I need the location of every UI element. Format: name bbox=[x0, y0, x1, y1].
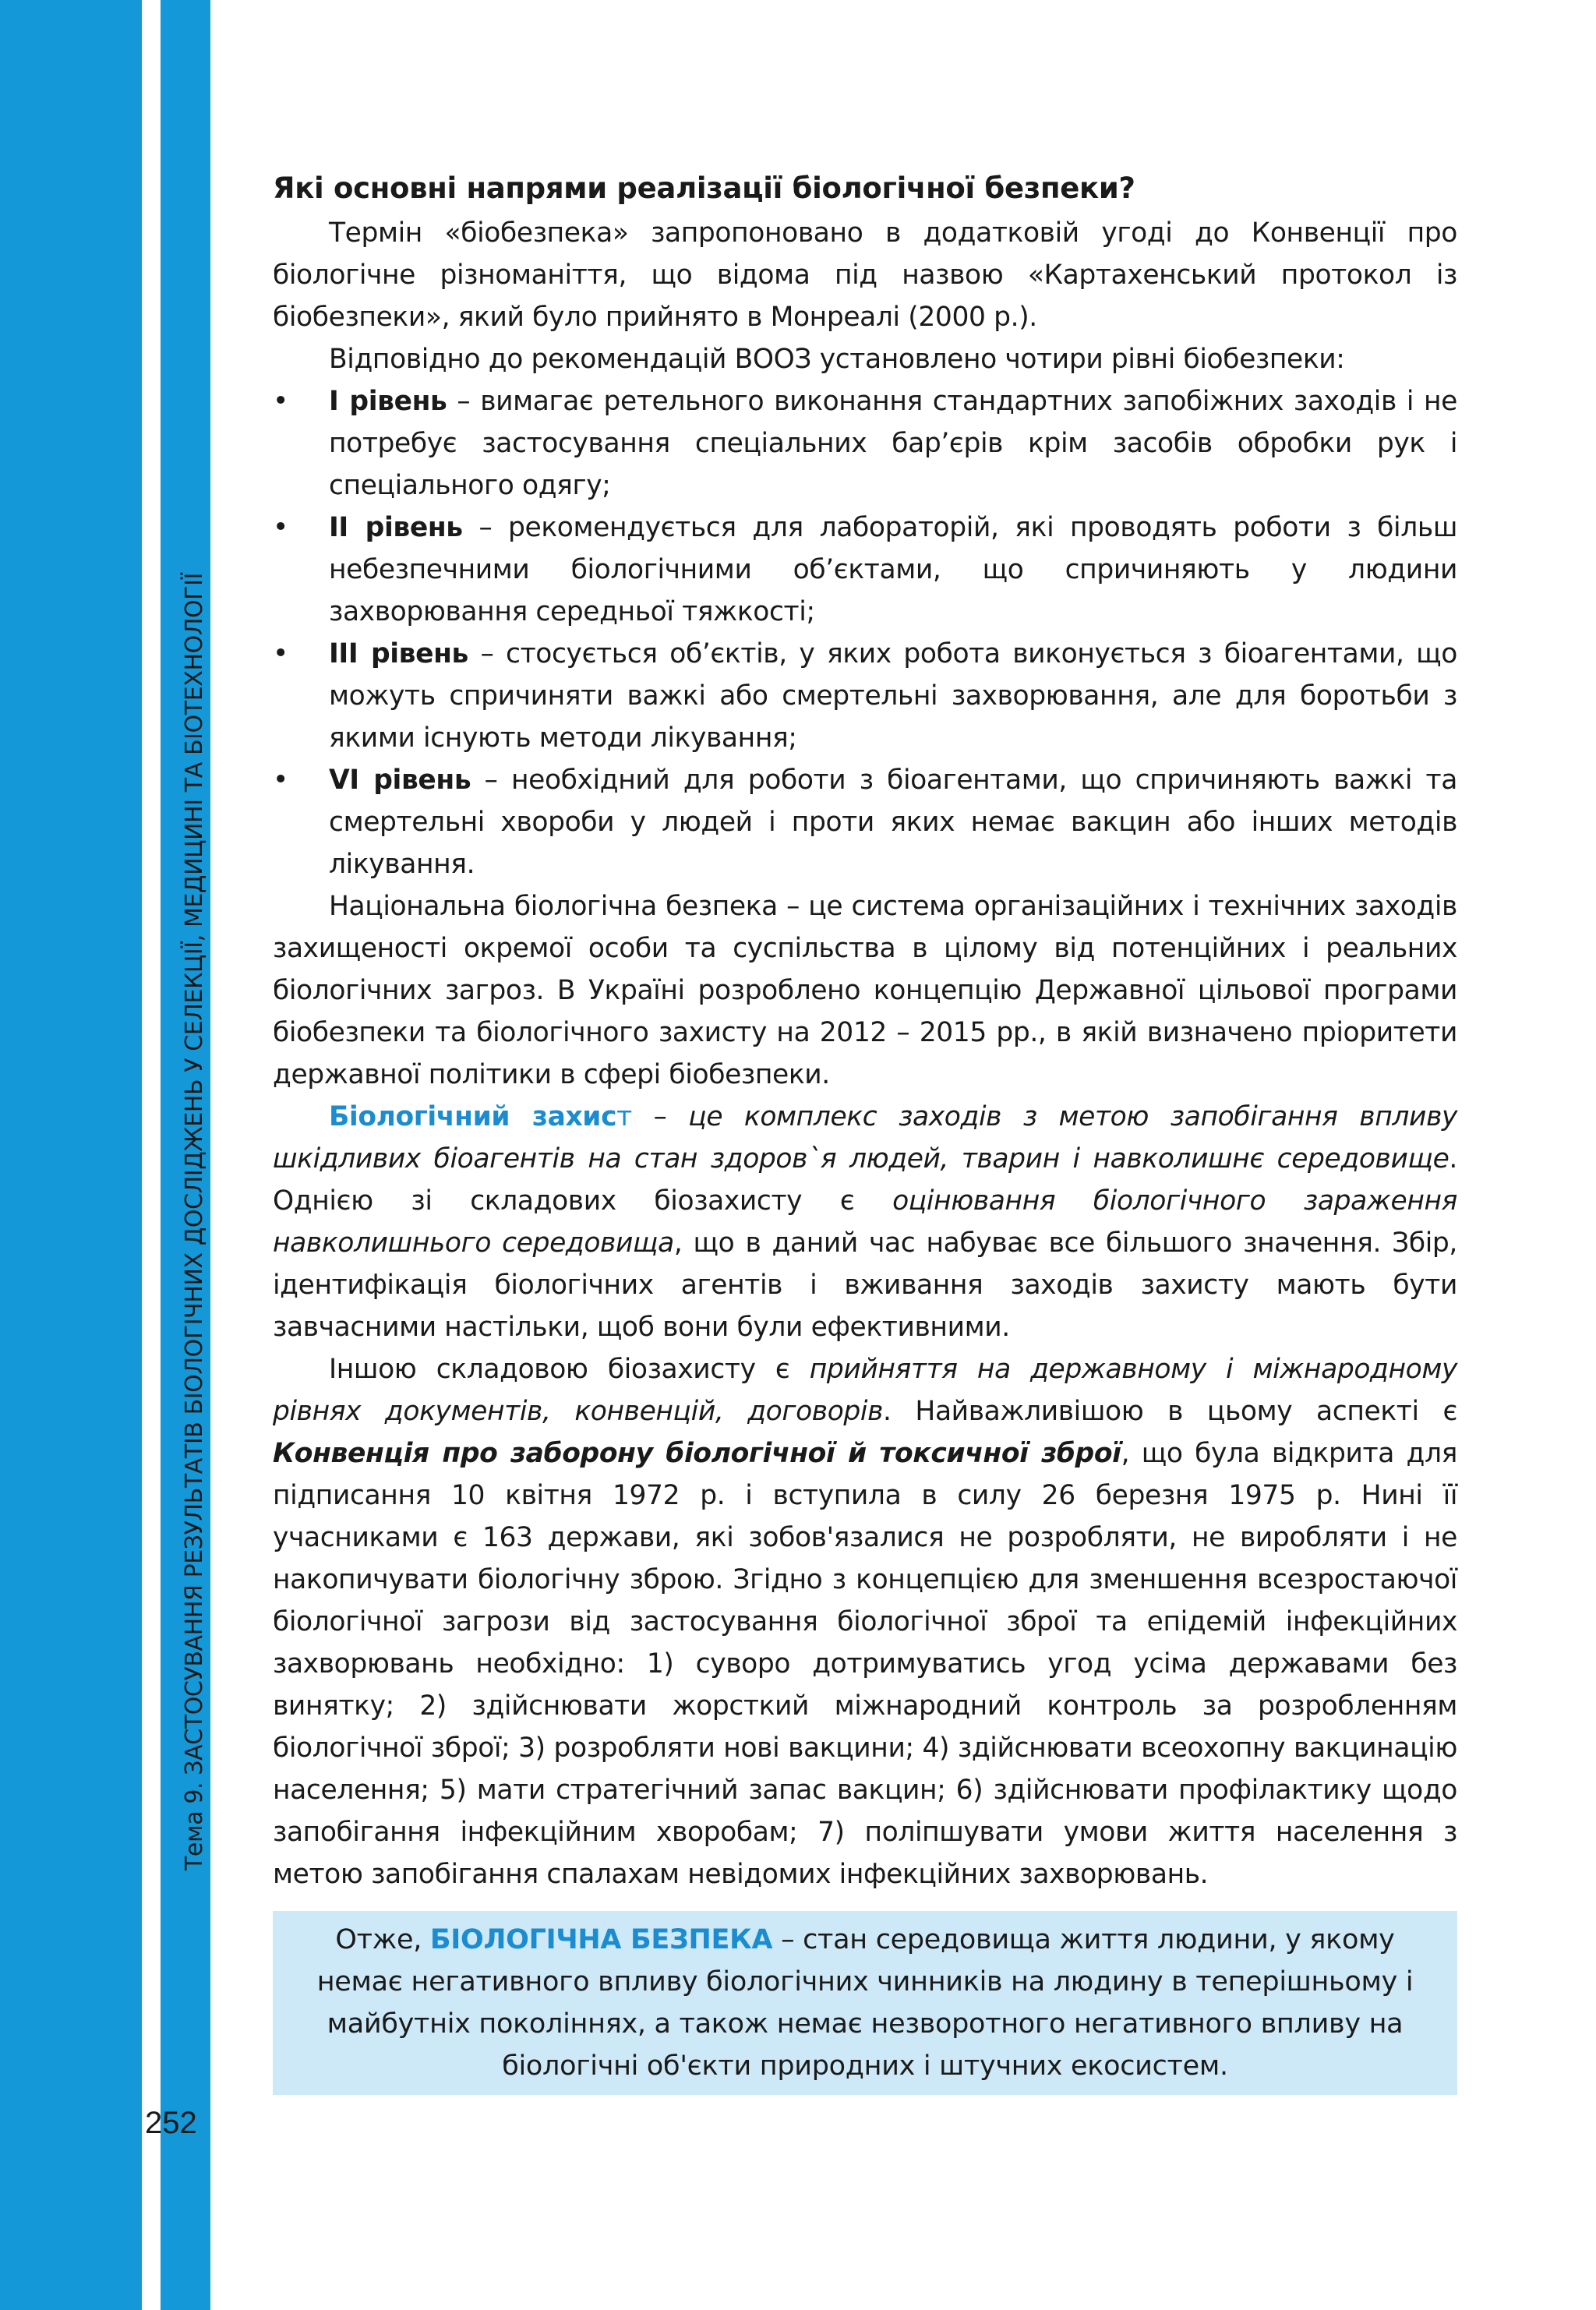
list-item bbox=[273, 507, 1457, 633]
text-fragment: Іншою складовою біозахисту є bbox=[329, 1354, 810, 1385]
paragraph-convention bbox=[273, 1348, 1457, 1895]
level-label: VІ рівень bbox=[329, 765, 471, 796]
text-fragment: . Однією зі складових біозахисту є bbox=[273, 1143, 1457, 1217]
level-text: – вимагає ретельного виконання стандартних запобіжних заходів і не потребує застосування спеціальних бар’єрів крім засобів обробки рук і спеціального одягу; bbox=[329, 386, 1457, 501]
text-fragment: , що в даний час набуває все більшого значення. Збір, ідентифікація біологічних агентів і вживання заходів захисту мають бути завчасними настільки, щоб вони були ефективними. bbox=[273, 1227, 1457, 1343]
biosafety-levels-list bbox=[273, 380, 1457, 885]
side-white-stripe bbox=[142, 0, 161, 2310]
summary-text: – стан середовища життя людини, у якому немає негативного впливу біологічних чинників на людину в теперішньому і майбутніх поколіннях, а також немає незворотного негативного впливу на біологічні об'єкти природних і штучних екосистем. bbox=[316, 1924, 1414, 2082]
italic-fragment: оцінювання біологічного зараження навколишнього середовища bbox=[273, 1185, 1457, 1259]
list-item bbox=[273, 759, 1457, 885]
level-label: ІІ рівень bbox=[329, 512, 463, 543]
bullet-icon: • bbox=[273, 638, 288, 669]
main-content bbox=[273, 165, 1457, 1895]
level-label: ІІІ рівень bbox=[329, 638, 468, 669]
level-text: – необхідний для роботи з біоагентами, що спричиняють важкі та смертельні хвороби у людей і проти яких немає вакцин або інших методів лікування. bbox=[329, 765, 1457, 880]
convention-name: Конвенція про заборону біологічної й токсичної зброї bbox=[273, 1438, 1121, 1469]
text-fragment: , що була відкрита для підписання 10 квітня 1972 р. і вступила в силу 26 березня 1975 р. Нині її учасниками є 163 держави, які зобов'язалися не розробляти, не виробляти і не накопичувати біологічну зброю. Згідно з концепцією для зменшення всезростаючої біологічної загрози від застосування біологічної зброї та епідемій інфекційних захворювань необхідно: 1) суворо дотримуватись угод усіма державами без винятку; 2) здійснювати жорсткий міжнародний контроль за розробленням біологічної зброї; 3) розробляти нові вакцини; 4) здійснювати всеохопну вакцинацію населення; 5) мати стратегічний запас вакцин; 6) здійснювати профілактику щодо запобігання інфекційним хворобам; 7) поліпшувати умови життя населення з метою запобігання спалахам невідомих інфекційних захворювань. bbox=[273, 1438, 1457, 1890]
bullet-icon: • bbox=[273, 765, 288, 796]
term-biological-protection: Біологічний захис bbox=[329, 1101, 617, 1132]
paragraph-national-biosafety: Національна біологічна безпека – це система організаційних і технічних заходів захищеності окремої особи та суспільства в цілому від потенційних і реальних біологічних загроз. В Україні розроблено концепцію Державної цільової програми біобезпеки та біологічного захисту на 2012 – 2015 рр., в якій визначено пріоритети державної політики в сфері біобезпеки. bbox=[273, 891, 1457, 1090]
level-text: – рекомендується для лабораторій, які проводять роботи з більш небезпечними біологічними об’єктами, що спричиняють у людини захворювання середньої тяжкості; bbox=[329, 512, 1457, 627]
term-tail: т bbox=[616, 1101, 632, 1132]
paragraph-who-levels: Відповідно до рекомендацій ВООЗ установлено чотири рівні біобезпеки: bbox=[329, 344, 1345, 375]
summary-lead: Отже, bbox=[335, 1924, 430, 1955]
dash: – bbox=[631, 1101, 689, 1132]
list-item bbox=[273, 380, 1457, 507]
page-number: 252 bbox=[145, 2106, 197, 2140]
paragraph-biosafety-term: Термін «біобезпека» запропоновано в додатковій угоді до Конвенції про біологічне різноманіття, що відома під назвою «Картахенський протокол із біобезпеки», який було прийнято в Монреалі (2000 р.). bbox=[273, 217, 1457, 333]
level-label: І рівень bbox=[329, 386, 447, 417]
text-fragment: . Найважливішою в цьому аспекті є bbox=[883, 1396, 1457, 1427]
summary-term: БІОЛОГІЧНА БЕЗПЕКА bbox=[429, 1924, 773, 1955]
chapter-vertical-title: Тема 9. ЗАСТОСУВАННЯ РЕЗУЛЬТАТІВ БІОЛОГІЧНИХ ДОСЛІДЖЕНЬ У СЕЛЕКЦІЇ, МЕДИЦИНІ ТА БІОТЕХНОЛОГІЇ bbox=[181, 573, 208, 1870]
italic-fragment: прийняття на державному і міжнародному рівнях документів, конвенцій, договорів bbox=[273, 1354, 1457, 1427]
summary-definition-box bbox=[273, 1911, 1457, 2095]
level-text: – стосується об’єктів, у яких робота виконується з біоагентами, що можуть спричиняти важкі або смертельні захворювання, але для боротьби з якими існують методи лікування; bbox=[329, 638, 1457, 754]
bullet-icon: • bbox=[273, 386, 288, 417]
bullet-icon: • bbox=[273, 512, 288, 543]
section-heading: Які основні напрями реалізації біологічної безпеки? bbox=[273, 171, 1135, 205]
paragraph-biological-protection bbox=[273, 1096, 1457, 1348]
list-item bbox=[273, 633, 1457, 759]
definition-text: це комплекс заходів з метою запобігання впливу шкідливих біоагентів на стан здоров`я людей, тварин і навколишнє середовище bbox=[273, 1101, 1458, 1174]
